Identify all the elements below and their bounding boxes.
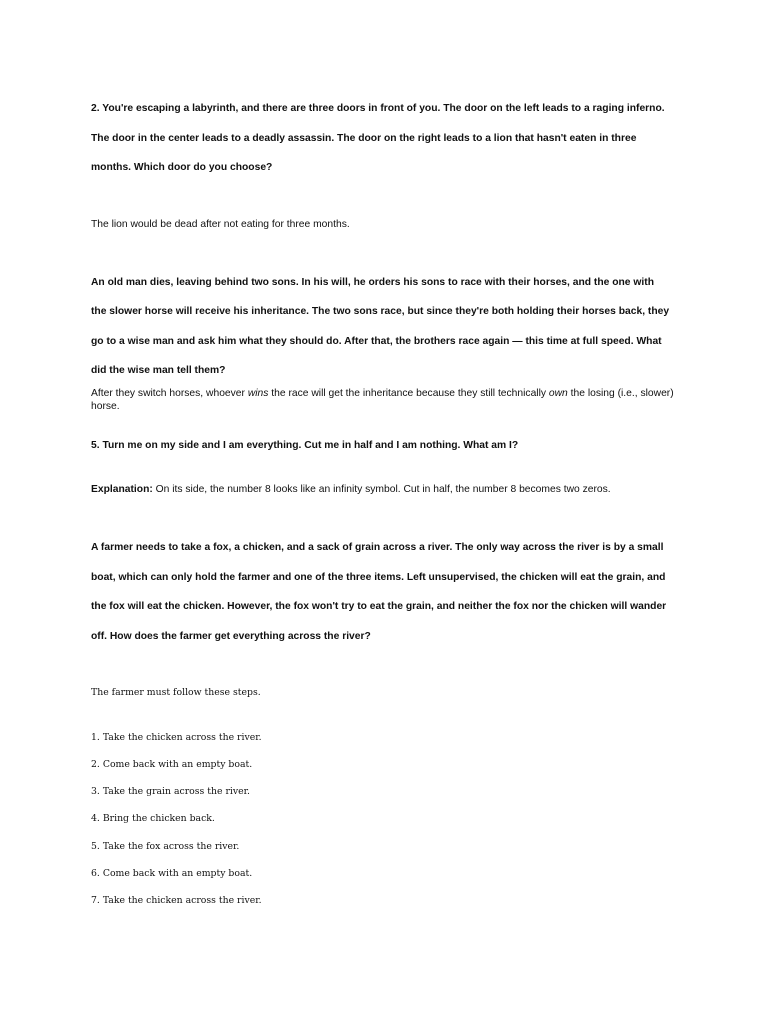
riddle-3-line-4: did the wise man tell them?: [91, 365, 226, 376]
riddle-6-line-3: the fox will eat the chicken. However, the fox won't try to eat the grain, and neither the fox nor the chicken will wander: [91, 601, 667, 612]
riddle-6-line-2: boat, which can only hold the farmer and one of the three items. Left unsupervised, the chicken will eat the grain, and: [91, 572, 666, 583]
riddle-2-answer: The lion would be dead after not eating for three months.: [91, 219, 350, 230]
step-7: 7. Take the chicken across the river.: [91, 895, 262, 906]
riddle-3-answer-part-1: After they switch horses, whoever: [91, 388, 248, 399]
riddle-3-line-3: go to a wise man and ask him what they should do. After that, the brothers race again — this time at full speed. What: [91, 336, 662, 347]
step-6: 6. Come back with an empty boat.: [91, 868, 253, 879]
riddle-6-answer-intro: The farmer must follow these steps.: [91, 687, 261, 698]
riddle-2-line-1: 2. You're escaping a labyrinth, and there are three doors in front of you. The door on the left leads to a raging inferno.: [91, 103, 665, 114]
riddle-3-line-1: An old man dies, leaving behind two sons. In his will, he orders his sons to race with their horses, and the one with: [91, 277, 654, 288]
step-5: 5. Take the fox across the river.: [91, 841, 240, 852]
riddle-3-answer-emphasis-wins: wins: [247, 388, 269, 399]
step-2: 2. Come back with an empty boat.: [91, 759, 253, 770]
riddle-2-line-3: months. Which door do you choose?: [91, 162, 273, 173]
step-3: 3. Take the grain across the river.: [91, 786, 250, 797]
explanation-label: Explanation:: [91, 484, 153, 495]
riddle-3-answer-part-3: the losing (i.e., slower) horse.: [91, 388, 674, 412]
riddle-5-explanation: [91, 484, 611, 495]
riddle-3-answer-emphasis-own: own: [548, 388, 568, 399]
riddle-3-line-2: the slower horse will receive his inheritance. The two sons race, but since they're both holding their horses back, they: [91, 306, 670, 317]
riddle-3-answer: [91, 388, 691, 413]
riddle-3-answer-part-2: the race will get the inheritance because they still technically: [268, 388, 549, 399]
riddle-6-line-1: A farmer needs to take a fox, a chicken, and a sack of grain across a river. The only way across the river is by a small: [91, 542, 664, 553]
explanation-text: On its side, the number 8 looks like an infinity symbol. Cut in half, the number 8 becomes two zeros.: [152, 484, 611, 495]
riddle-5-question: 5. Turn me on my side and I am everything. Cut me in half and I am nothing. What am I?: [91, 440, 519, 451]
riddle-6-line-4: off. How does the farmer get everything across the river?: [91, 631, 371, 642]
step-1: 1. Take the chicken across the river.: [91, 732, 262, 743]
step-4: 4. Bring the chicken back.: [91, 813, 215, 824]
riddle-2-line-2: The door in the center leads to a deadly assassin. The door on the right leads to a lion that hasn't eaten in three: [91, 133, 637, 144]
